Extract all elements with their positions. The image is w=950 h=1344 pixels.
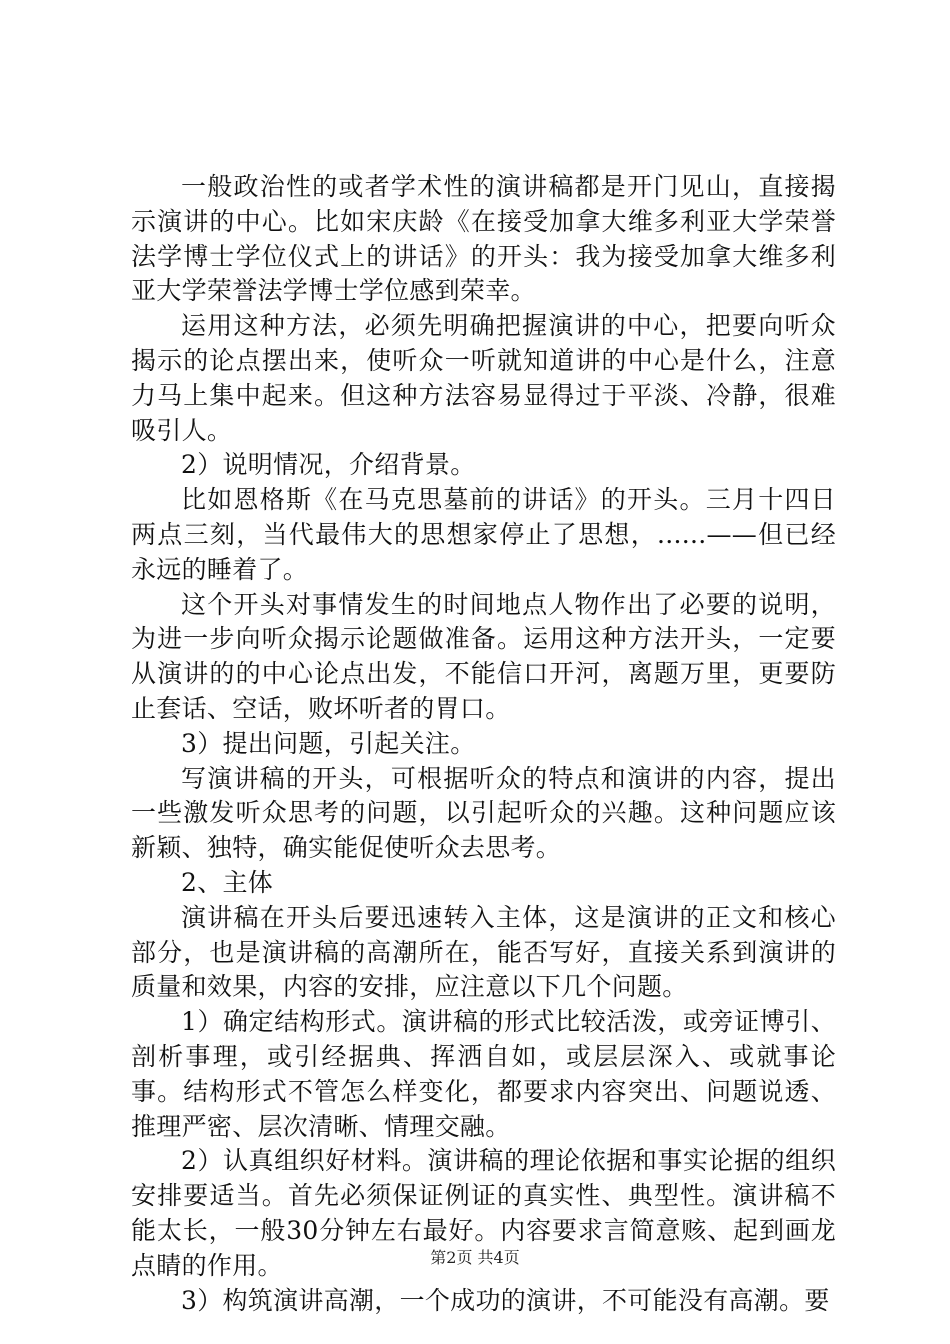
paragraph-intro: 一般政治性的或者学术性的演讲稿都是开门见山，直接揭示演讲的中心。比如宋庆龄《在接受加拿大维多利亚大学荣誉法学博士学位仪式上的讲话》的开头：我为接受加拿大维多利亚大学荣誉法学博士学位感到荣幸。 bbox=[131, 172, 836, 306]
paragraph-heading-background: 2）说明情况，介绍背景。 bbox=[181, 450, 476, 480]
page-number-label: 第2页 共4页 bbox=[430, 1248, 520, 1267]
paragraph-background-note: 这个开头对事情发生的时间地点人物作出了必要的说明，为进一步向听众揭示论题做准备。运用这种方法开头，一定要从演讲的的中心论点出发，不能信口开河，离题万里，更要防止套话、空话，败坏听者的胃口。 bbox=[131, 589, 836, 723]
paragraph-engels-example: 比如恩格斯《在马克思墓前的讲话》的开头。三月十四日两点三刻，当代最伟大的思想家停止了思想，......——但已经永远的睡着了。 bbox=[131, 485, 836, 584]
paragraph-questions-note: 写演讲稿的开头，可根据听众的特点和演讲的内容，提出一些激发听众思考的问题，以引起听众的兴趣。这种问题应该新颖、独特，确实能促使听众去思考。 bbox=[131, 763, 836, 863]
document-body bbox=[131, 170, 836, 1318]
paragraph-heading-questions: 3）提出问题，引起关注。 bbox=[181, 728, 476, 758]
paragraph-method-note: 运用这种方法，必须先明确把握演讲的中心，把要向听众揭示的论点摆出来，使听众一听就知道讲的中心是什么，注意力马上集中起来。但这种方法容易显得过于平淡、冷静，很难吸引人。 bbox=[131, 311, 836, 445]
section-heading-body: 2、主体 bbox=[181, 867, 274, 897]
paragraph-structure: 1）确定结构形式。演讲稿的形式比较活泼，或旁证博引、剖析事理，或引经据典、挥洒自如，或层层深入、或就事论事。结构形式不管怎么样变化，都要求内容突出、问题说透、推理严密、层次清晰、情理交融。 bbox=[131, 1007, 836, 1141]
paragraph-body-intro: 演讲稿在开头后要迅速转入主体，这是演讲的正文和核心部分，也是演讲稿的高潮所在，能否写好，直接关系到演讲的质量和效果，内容的安排，应注意以下几个问题。 bbox=[131, 902, 836, 1002]
paragraph-materials: 2）认真组织好材料。演讲稿的理论依据和事实论据的组织安排要适当。首先必须保证例证的真实性、典型性。演讲稿不能太长，一般30分钟左右最好。内容要求言简意赅、起到画龙点睛的作用。 bbox=[131, 1146, 836, 1280]
paragraph-climax: 3）构筑演讲高潮，一个成功的演讲，不可能没有高潮。要 bbox=[181, 1285, 830, 1315]
page-footer bbox=[0, 1248, 950, 1268]
